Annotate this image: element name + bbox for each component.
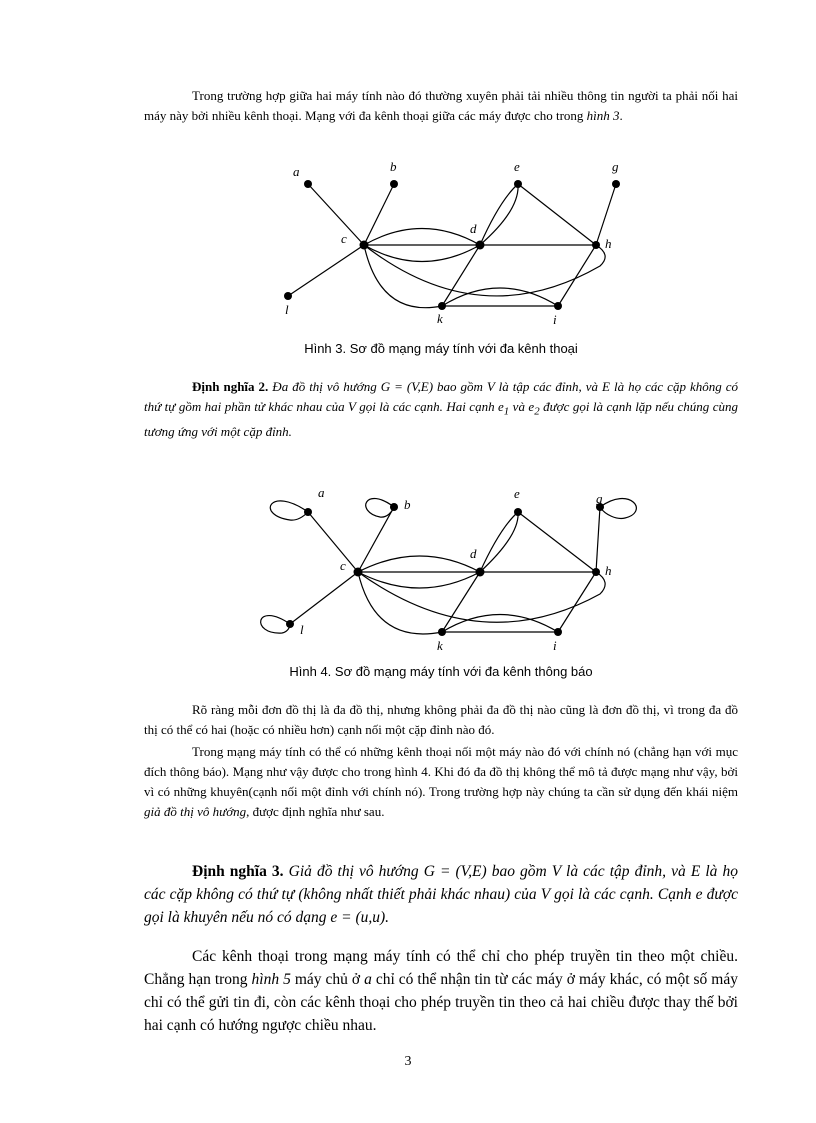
vertex-d [476,241,485,250]
label-i: i [553,638,557,653]
loop-l [261,616,290,634]
paragraph-intro: Trong trường hợp giữa hai máy tính nào đó thường xuyên phải tải nhiều thông tin người ta phải nối hai máy này bởi nhiều kênh thoại. Mạng với đa kênh thoại giữa các máy được cho trong hình 3. [144,88,738,123]
loop-g [600,499,636,519]
edge-d-e-2 [480,184,518,245]
label-g: g [612,159,619,174]
edge-d-e-1 [480,512,518,572]
edge-a-c [308,512,358,572]
label-a: a [318,485,325,500]
edge-e-h [518,184,596,245]
vertex-e [514,180,522,188]
label-i: i [553,312,557,327]
label-k: k [437,311,443,326]
edge-a-c [308,184,364,245]
vertex-c [354,568,363,577]
label-e: e [514,486,520,501]
label-d: d [470,221,477,236]
edge-c-h-lower [358,572,605,622]
edge-d-e-2 [480,512,518,572]
vertex-l [286,620,294,628]
label-c: c [340,558,346,573]
figure-4-caption: Hình 4. Sơ đồ mạng máy tính với đa kênh thông báo [289,664,593,679]
edge-c-d-1 [364,229,480,246]
edge-c-k [364,245,442,308]
paragraph-pseudograph: Trong mạng máy tính có thể có những kênh thoại nối một máy nào đó với chính nó (chẳng hạn với mục đích thông báo). Mạng như vậy được cho trong hình 4. Khi đó đa đồ thị không thể mô tả được mạng như vậy, bởi vì có những khuyên(cạnh nối một đỉnh với chính nó). Trong trường hợp này chúng ta cần sử dụng đến khái niệm giả đồ thị vô hướng, được định nghĩa như sau. [144,744,738,819]
vertex-h [592,568,600,576]
label-c: c [341,231,347,246]
label-l: l [285,302,289,317]
label-g: g [596,491,603,506]
label-a: a [293,164,300,179]
label-l: l [300,622,304,637]
paragraph-directed: Các kênh thoại trong mạng máy tính có thể chỉ cho phép truyền tin theo một chiều. Chẳng hạn trong hình 5 máy chủ ở a chỉ có thể nhận tin từ các máy ở máy khác, có một số máy chỉ có thể gửi tin đi, còn các kênh thoại cho phép truyền tin theo cả hai chiều được thay thế bởi hai cạnh có hướng ngược chiều nhau. [144,948,738,1034]
vertex-i [554,628,562,636]
vertex-a [304,508,312,516]
label-e: e [514,159,520,174]
figure-4-graph [0,480,816,660]
edge-c-d-2 [358,572,480,588]
definition-3: Định nghĩa 3. Giả đồ thị vô hướng G = (V,E) bao gồm V là các tập đỉnh, và E là họ các cặp không có thứ tự (không nhất thiết phải khác nhau) của V gọi là các cạnh. Cạnh e được gọi là khuyên nếu nó có dạng e = (u,u). [144,863,738,926]
label-k: k [437,638,443,653]
edge-l-c [290,572,358,624]
vertex-e [514,508,522,516]
vertex-d [476,568,485,577]
figure-3-graph [0,150,816,340]
vertex-h [592,241,600,249]
vertex-i [554,302,562,310]
edge-i-h [558,245,596,306]
vertex-b [390,503,398,511]
edge-g-h [596,507,600,572]
vertex-c [360,241,369,250]
loop-a [270,501,308,520]
paragraph-multigraph: Rõ ràng mỗi đơn đồ thị là đa đồ thị, nhưng không phải đa đồ thị nào cũng là đơn đồ thị, vì trong đa đồ thị có thể có hai (hoặc có nhiều hơn) cạnh nối một cặp đỉnh nào đó. [144,702,738,737]
vertex-g [612,180,620,188]
vertex-b [390,180,398,188]
edge-b-c [364,184,394,245]
label-h: h [605,236,612,251]
page-number: 3 [404,1054,412,1069]
label-h: h [605,563,612,578]
edge-c-d-1 [358,556,480,572]
vertex-a [304,180,312,188]
vertex-l [284,292,292,300]
edge-b-c [358,507,394,572]
edge-d-e-1 [480,184,518,245]
vertex-k [438,302,446,310]
edge-e-h [518,512,596,572]
label-b: b [390,159,397,174]
edge-i-h [558,572,596,632]
vertex-k [438,628,446,636]
figure-3-caption: Hình 3. Sơ đồ mạng máy tính với đa kênh thoại [304,341,578,356]
edge-l-c [288,245,364,296]
label-b: b [404,497,411,512]
edge-c-d-2 [364,245,480,262]
label-d: d [470,546,477,561]
definition-2: Định nghĩa 2. Đa đồ thị vô hướng G = (V,E) bao gồm V là tập các đỉnh, và E là họ các cặp không có thứ tự gồm hai phần tử khác nhau của V gọi là các cạnh. Hai cạnh $e_1$ và $e_2$ được gọi là cạnh lặp nếu chúng cùng tương ứng với một cặp đỉnh. [144,379,738,439]
